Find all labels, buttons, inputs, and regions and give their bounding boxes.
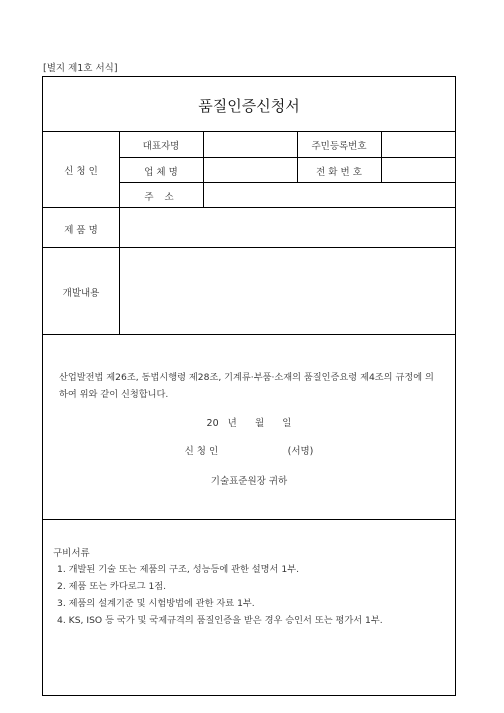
section-divider xyxy=(43,519,455,520)
address-field[interactable] xyxy=(205,184,453,206)
applicant-section-label: 신 청 인 xyxy=(64,166,98,177)
date-line: 20 년 월 일 xyxy=(206,418,292,429)
application-form xyxy=(42,76,456,696)
label-column-divider xyxy=(119,131,120,334)
rep-name-field[interactable] xyxy=(205,133,295,155)
required-documents-title: 구비서류 xyxy=(53,548,90,559)
address-label: 주 소 xyxy=(144,192,178,203)
row-divider xyxy=(119,182,455,183)
row-divider xyxy=(119,157,455,158)
column-divider xyxy=(381,131,382,182)
rep-name-label: 대표자명 xyxy=(142,141,180,152)
section-divider xyxy=(43,207,455,208)
section-divider xyxy=(43,334,455,335)
list-item: 3. 제품의 설계기준 및 시험방법에 관한 자료 1부. xyxy=(57,598,255,609)
list-item: 2. 제품 또는 카다로그 1점. xyxy=(57,581,167,592)
product-name-field[interactable] xyxy=(121,209,453,245)
development-content-field[interactable] xyxy=(121,249,453,332)
list-item: 1. 개발된 기술 또는 제품의 구조, 성능등에 관한 설명서 1부. xyxy=(57,564,299,575)
declaration-text: 산업발전법 제26조, 동법시행령 제28조, 기계류·부품·소재의 품질인증요령 제4조의 규정에 의하여 위와 같이 신청합니다. xyxy=(59,372,434,400)
applicant-signature-line: 신 청 인 (서명) xyxy=(184,446,314,457)
company-name-label: 업 체 명 xyxy=(144,167,178,178)
form-title: 품질인증신청서 xyxy=(198,97,300,115)
title-divider xyxy=(43,131,455,132)
development-content-label: 개발내용 xyxy=(62,288,100,299)
addressee: 기술표준원장 귀하 xyxy=(210,476,288,487)
column-divider xyxy=(203,131,204,207)
list-item: 4. KS, ISO 등 국가 및 국제규격의 품질인증을 받은 경우 승인서 또는 평가서 1부. xyxy=(57,615,383,626)
company-name-field[interactable] xyxy=(205,159,295,181)
phone-field[interactable] xyxy=(383,159,453,181)
id-number-label: 주민등록번호 xyxy=(311,141,367,152)
id-number-field[interactable] xyxy=(383,133,453,155)
form-number-label: [별지 제1호 서식] xyxy=(43,63,118,74)
phone-label: 전 화 번 호 xyxy=(316,167,362,178)
product-name-label: 제 품 명 xyxy=(64,225,98,236)
section-divider xyxy=(43,247,455,248)
